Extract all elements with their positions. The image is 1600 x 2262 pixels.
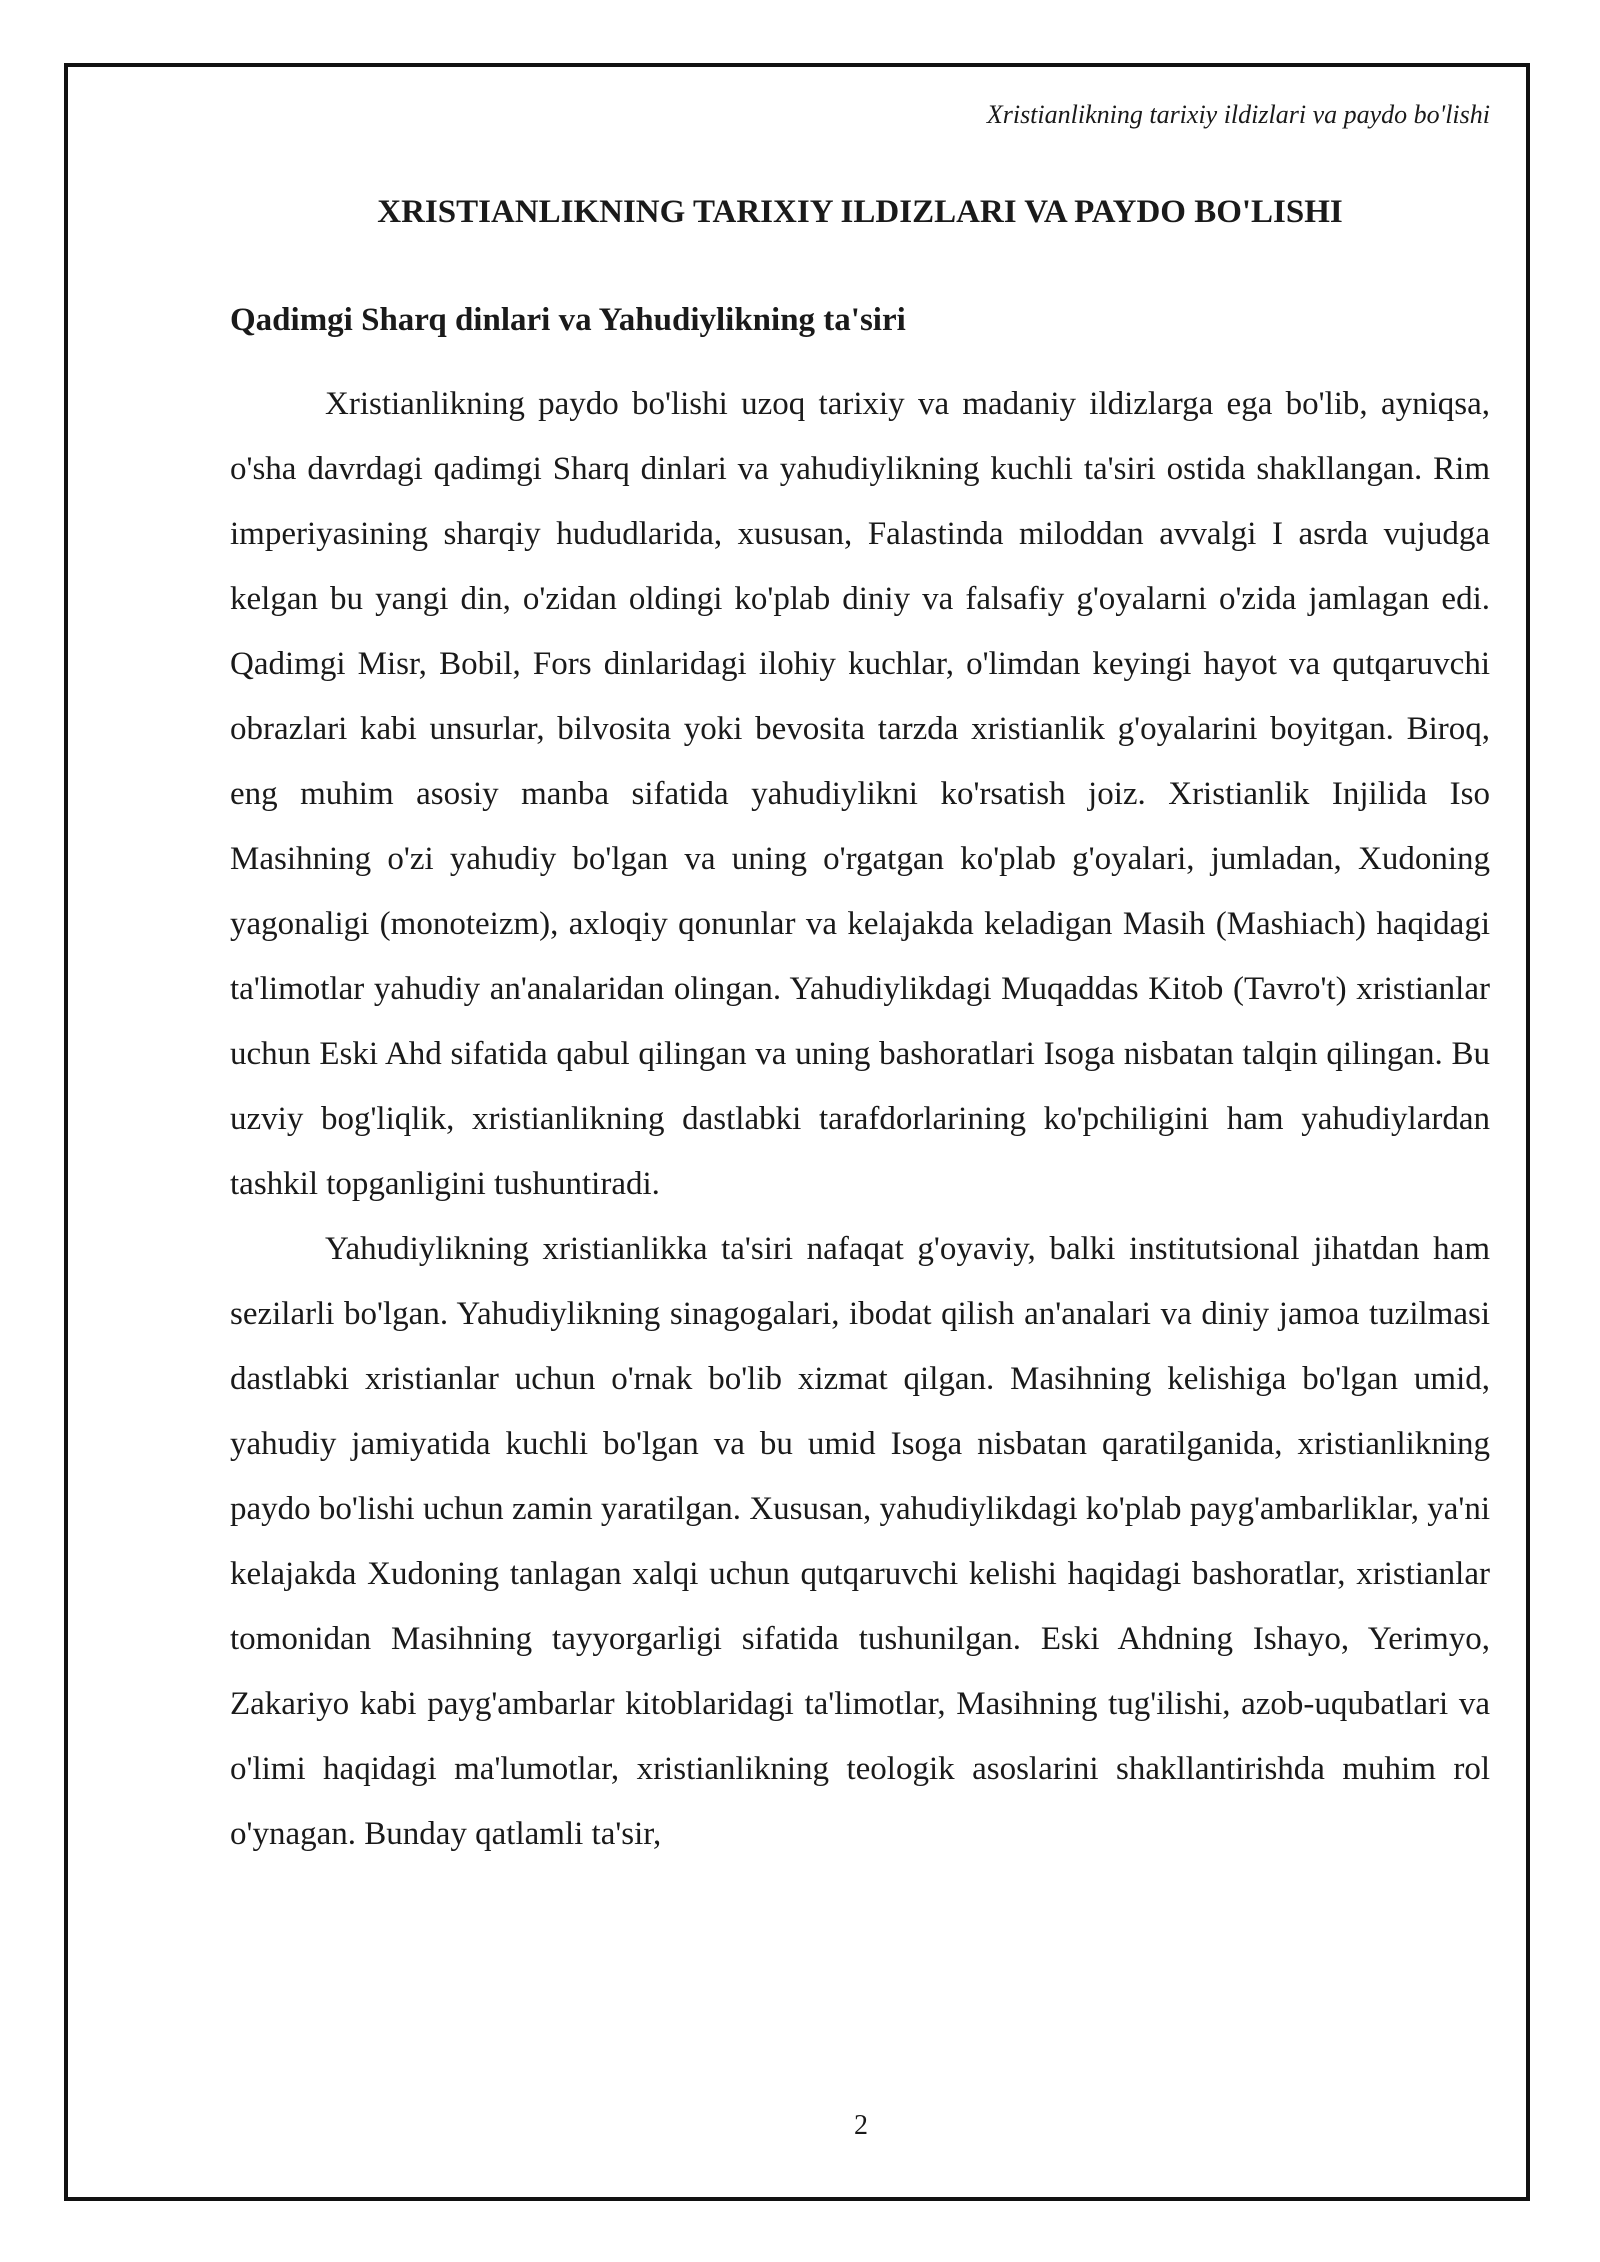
page-number: 2 xyxy=(854,2110,868,2141)
section-heading: Qadimgi Sharq dinlari va Yahudiylikning ta'siri xyxy=(230,302,906,338)
paragraph: Yahudiylikning xristianlikka ta'siri nafaqat g'oyaviy, balki institutsional jihatdan ham sezilarli bo'lgan. Yahudiylikning sinagogalari, ibodat qilish an'analari va diniy jamoa tuzilmasi dastlabki xristianlar uchun o'rnak bo'lib xizmat qilgan. Masihning kelishiga bo'lgan umid, yahudiy jamiyatida kuchli bo'lgan va bu umid Isoga nisbatan qaratilganida, xristianlikning paydo bo'lishi uchun zamin yaratilgan. Xususan, yahudiylikdagi ko'plab payg'ambarliklar, ya'ni kelajakda Xudoning tanlagan xalqi uchun qutqaruvchi kelishi haqidagi bashoratlar, xristianlar tomonidan Masihning tayyorgarligi sifatida tushunilgan. Eski Ahdning Ishayo, Yerimyo, Zakariyo kabi payg'ambarlar kitoblaridagi ta'limotlar, Masihning tug'ilishi, azob-uqubatlari va o'limi haqidagi ma'lumotlar, xristianlikning teologik asoslarini shakllantirishda muhim rol o'ynagan. Bunday qatlamli ta'sir, xyxy=(230,1231,1490,1852)
paragraph: Xristianlikning paydo bo'lishi uzoq tarixiy va madaniy ildizlarga ega bo'lib, ayniqsa, o'sha davrdagi qadimgi Sharq dinlari va yahudiylikning kuchli ta'siri ostida shakllangan. Rim imperiyasining sharqiy hududlarida, xususan, Falastinda miloddan avvalgi I asrda vujudga kelgan bu yangi din, o'zidan oldingi ko'plab diniy va falsafiy g'oyalarni o'zida jamlagan edi. Qadimgi Misr, Bobil, Fors dinlaridagi ilohiy kuchlar, o'limdan keyingi hayot va qutqaruvchi obrazlari kabi unsurlar, bilvosita yoki bevosita tarzda xristianlik g'oyalarini boyitgan. Biroq, eng muhim asosiy manba sifatida yahudiylikni ko'rsatish joiz. Xristianlik Injilida Iso Masihning o'zi yahudiy bo'lgan va uning o'rgatgan ko'plab g'oyalari, jumladan, Xudoning yagonaligi (monoteizm), axloqiy qonunlar va kelajakda keladigan Masih (Mashiach) haqidagi ta'limotlar yahudiy an'analaridan olingan. Yahudiylikdagi Muqaddas Kitob (Tavro't) xristianlar uchun Eski Ahd sifatida qabul qilingan va uning bashoratlari Isoga nisbatan talqin qilingan. Bu uzviy bog'liqlik, xristianlikning dastlabki tarafdorlarining ko'pchiligini ham yahudiylardan tashkil topganligini tushuntiradi. xyxy=(230,386,1490,1202)
running-header: Xristianlikning tarixiy ildizlari va paydo bo'lishi xyxy=(986,100,1490,129)
document-title: XRISTIANLIKNING TARIXIY ILDIZLARI VA PAYDO BO'LISHI xyxy=(377,194,1343,230)
body-text xyxy=(230,372,1490,1867)
